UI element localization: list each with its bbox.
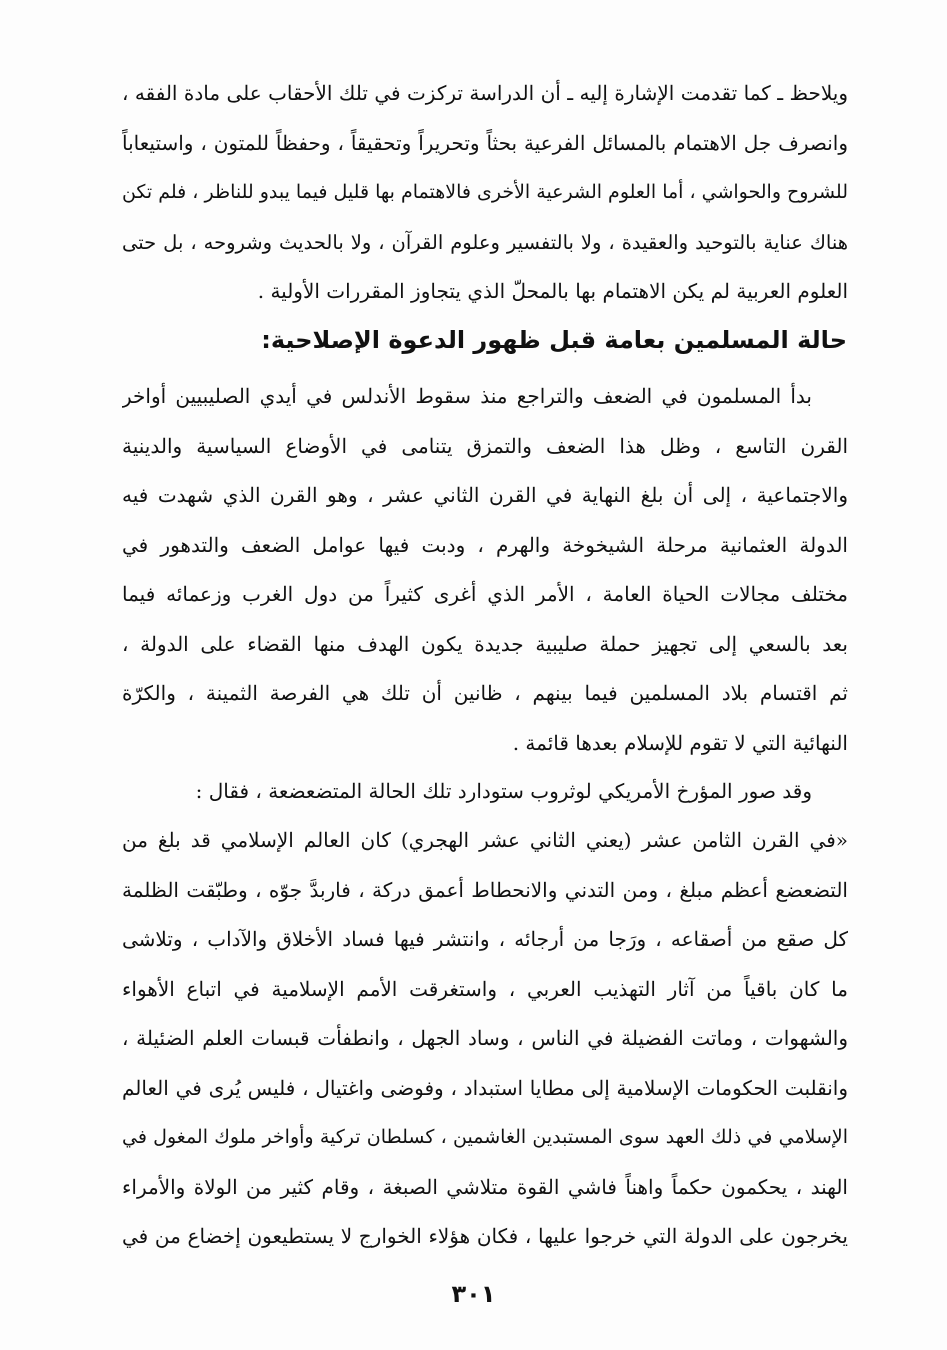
page-number: ٣٠١ [451, 1280, 496, 1308]
paragraph-study-focus [122, 69, 848, 317]
text-line: الدولة العثمانية مرحلة الشيخوخة والهرم ، ودبت فيها عوامل الضعف والتدهور في [122, 532, 848, 557]
text-line: للشروح والحواشي ، أما العلوم الشرعية الأخرى فالاهتمام بها قليل فيما يبدو للناظر ، فلم تكن [122, 181, 848, 203]
text-line: بعد بالسعي إلى تجهيز حملة صليبية جديدة يكون الهدف منها القضاء على الدولة ، [122, 631, 848, 656]
text-line: الإسلامي في ذلك العهد سوى المستبدين الغاشمين ، كسلطان تركية وأواخر ملوك المغول في [122, 1126, 848, 1148]
text-line: بدأ المسلمون في الضعف والتراجع منذ سقوط الأندلس في أيدي الصليبيين أواخر [122, 384, 812, 408]
text-line: القرن التاسع ، وظل هذا الضعف والتمزق يتنامى في الأوضاع السياسية والدينية [122, 433, 848, 458]
quotation-stoddard [122, 816, 848, 1262]
text-line: وقد صور المؤرخ الأمريكي لوثروب ستودارد تلك الحالة المتضعضعة ، فقال : [195, 779, 812, 803]
text-line: والاجتماعية ، إلى أن بلغ النهاية في القرن الثاني عشر ، وهو القرن الذي شهدت فيه [122, 483, 848, 507]
text-line: ثم اقتسام بلاد المسلمين فيما بينهم ، ظانين أن تلك هي الفرصة الثمينة ، والكرّة [122, 681, 848, 705]
paragraph-muslim-decline [122, 372, 848, 768]
section-heading: حالة المسلمين بعامة قبل ظهور الدعوة الإصلاحية: [261, 326, 847, 354]
paragraph-quote-intro [122, 767, 848, 817]
text-line: العلوم العربية لم يكن الاهتمام بها بالمحلّ الذي يتجاوز المقررات الأولية . [257, 279, 848, 303]
text-line: يخرجون على الدولة التي خرجوا عليها ، فكان هؤلاء الخوارج لا يستطيعون إخضاع من في [122, 1224, 848, 1248]
text-line: «في القرن الثامن عشر (يعني الثاني عشر الهجري) كان العالم الإسلامي قد بلغ من [122, 828, 848, 852]
text-line: وانقلبت الحكومات الإسلامية إلى مطايا استبداد ، وفوضى واغتيال ، فليس يُرى في العالم [122, 1075, 848, 1100]
text-line: ويلاحظ ـ كما تقدمت الإشارة إليه ـ أن الدراسة تركزت في تلك الأحقاب على مادة الفقه ، [122, 81, 848, 105]
text-line: ما كان باقياً من آثار التهذيب العربي ، واستغرقت الأمم الإسلامية في اتباع الأهواء [122, 976, 848, 1001]
text-line: والشهوات ، وماتت الفضيلة في الناس ، وساد الجهل ، وانطفأت قبسات العلم الضئيلة ، [122, 1026, 848, 1050]
text-line: وانصرف جل الاهتمام بالمسائل الفرعية بحثاً وتحريراً وتحقيقاً ، وحفظاً للمتون ، واستيعاباً [122, 130, 848, 155]
text-line: التضعضع أعظم مبلغ ، ومن التدني والانحطاط أعمق دركة ، فاربدَّ جوّه ، وطبّقت الظلمة [122, 877, 848, 902]
text-line: الهند ، يحكمون حكماً واهناً فاشي القوة متلاشي الصبغة ، وقام كثير من الولاة والأمراء [122, 1174, 848, 1199]
text-line: كل صقع من أصقاعه ، ورَجا من أرجائه ، وانتشر فيها فساد الأخلاق والآداب ، وتلاشى [122, 927, 848, 951]
text-line: النهائية التي لا تقوم للإسلام بعدها قائمة . [512, 730, 848, 755]
text-line: هناك عناية بالتوحيد والعقيدة ، ولا بالتفسير وعلوم القرآن ، ولا بالحديث وشروحه ، بل حتى [122, 230, 848, 254]
text-line: مختلف مجالات الحياة العامة ، الأمر الذي أغرى كثيراً من دول الغرب وزعمائه فيما [122, 582, 848, 606]
